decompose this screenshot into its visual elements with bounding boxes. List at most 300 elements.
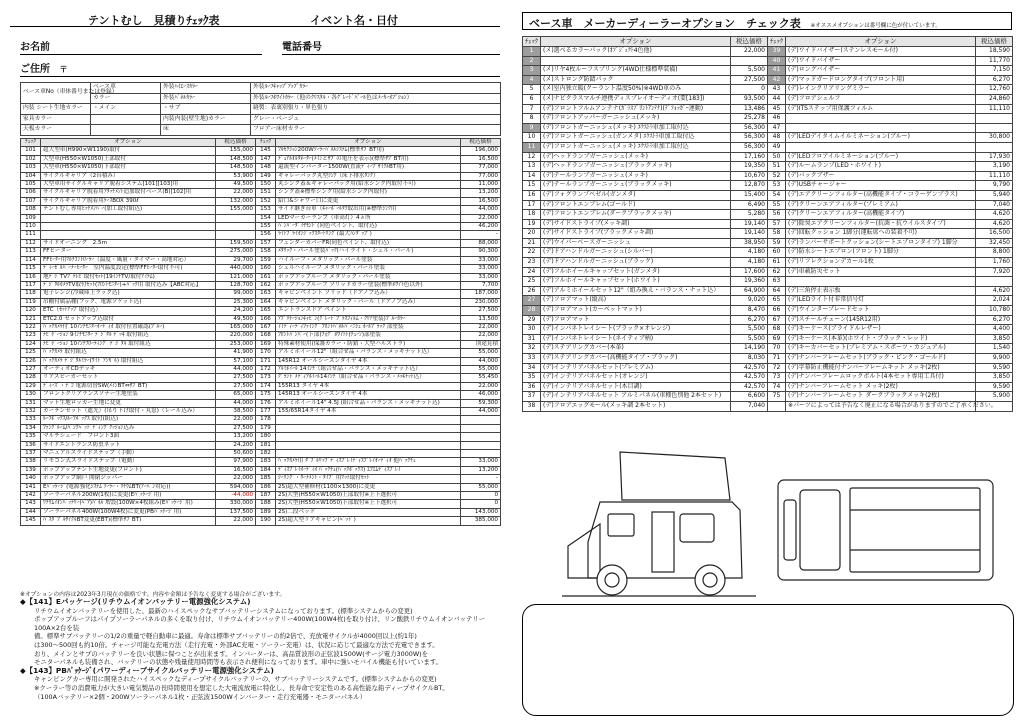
option-name-cell: ポップアップルーフ メタリック・パール塗装 bbox=[276, 273, 461, 281]
check-number-cell[interactable]: 45 bbox=[768, 104, 786, 114]
table-row bbox=[21, 298, 501, 306]
check-number-cell[interactable]: 182 bbox=[256, 450, 276, 458]
check-number-cell[interactable]: 116 bbox=[21, 273, 41, 281]
check-number-cell[interactable]: 34 bbox=[523, 363, 541, 373]
table-row bbox=[21, 281, 501, 289]
check-number-cell[interactable]: 165 bbox=[256, 307, 276, 315]
check-number-cell[interactable]: 171 bbox=[256, 357, 276, 365]
table-row bbox=[21, 223, 501, 231]
check-number-cell[interactable]: 108 bbox=[21, 206, 41, 214]
package-notes bbox=[20, 598, 500, 701]
price-cell: 5,940 bbox=[976, 190, 1013, 200]
check-number-cell[interactable]: 152 bbox=[256, 197, 276, 205]
check-number-cell[interactable]: 114 bbox=[21, 256, 41, 264]
check-number-cell[interactable]: 188 bbox=[256, 500, 276, 508]
check-number-cell[interactable]: 68 bbox=[768, 325, 786, 335]
check-number-cell[interactable]: 39 bbox=[768, 47, 786, 57]
check-number-cell[interactable]: 43 bbox=[768, 85, 786, 95]
check-number-cell[interactable]: 52 bbox=[768, 171, 786, 181]
option-name-cell: (デ)ワイドバイザー bbox=[786, 56, 976, 66]
check-number-cell[interactable]: 22 bbox=[523, 248, 541, 258]
check-number-cell[interactable]: 110 bbox=[21, 223, 41, 231]
check-number-cell[interactable]: 62 bbox=[768, 267, 786, 277]
price-cell: 4,620 bbox=[976, 219, 1013, 229]
option-name-cell: ﾒﾀﾘｯｸ・パール塗装ﾊﾞｯｸ(ハイライト・シェル・パール) bbox=[276, 248, 461, 256]
check-number-cell[interactable]: 4 bbox=[523, 75, 541, 85]
option-name-cell: 2S)超大型補修材(1100×1300)に変更 bbox=[276, 483, 461, 491]
check-number-cell[interactable]: 122 bbox=[21, 323, 41, 331]
table-row bbox=[21, 500, 501, 508]
check-number-cell[interactable]: 15 bbox=[523, 181, 541, 191]
price-cell: 148,500 bbox=[216, 155, 256, 163]
price-cell: 4,180 bbox=[731, 248, 768, 258]
name-field[interactable] bbox=[20, 38, 262, 55]
check-number-cell[interactable]: 156 bbox=[256, 231, 276, 239]
price-cell: 19,140 bbox=[731, 229, 768, 239]
check-number-cell[interactable]: 70 bbox=[768, 344, 786, 354]
price-cell: 8,030 bbox=[731, 354, 768, 364]
check-number-cell[interactable]: 145 bbox=[21, 517, 41, 525]
check-number-cell[interactable]: 12 bbox=[523, 152, 541, 162]
interior2-val-cell[interactable]: 縫製：表裏別張り・単色張り bbox=[251, 104, 501, 115]
exterior-top-cell[interactable]: 外装ﾙｰﾌｷｬｯﾌﾟｱｯﾌﾟｶﾗｰ bbox=[251, 83, 501, 94]
option-name-cell: ﾃﾞｨｰｽﾞ・ﾃﾞｺ 電源切替SW(ﾒｲﾝBT⇔ｻﾌﾞBT) bbox=[41, 382, 216, 390]
check-number-cell[interactable]: 31 bbox=[523, 334, 541, 344]
check-number-cell[interactable]: 67 bbox=[768, 315, 786, 325]
price-cell: 33,000 bbox=[461, 273, 501, 281]
check-number-cell[interactable]: 59 bbox=[768, 238, 786, 248]
main-color-cell[interactable]: ・メイン bbox=[91, 104, 161, 115]
check-number-cell[interactable]: 11 bbox=[523, 142, 541, 152]
check-number-cell[interactable]: 125 bbox=[21, 349, 41, 357]
check-number-cell[interactable]: 55 bbox=[768, 200, 786, 210]
check-number-cell[interactable]: 180 bbox=[256, 433, 276, 441]
option-name-cell: ﾊﾞｯｸｶﾒﾗ 取付組込 bbox=[41, 349, 216, 357]
option-name-cell: (デ)クリーンエアフィルター(プレミアム) bbox=[786, 200, 976, 210]
check-number-cell[interactable]: 127 bbox=[21, 365, 41, 373]
check-number-cell[interactable]: 37 bbox=[523, 392, 541, 402]
check-number-cell[interactable]: 185 bbox=[256, 475, 276, 483]
check-number-cell[interactable]: 136 bbox=[21, 441, 41, 449]
check-number-cell[interactable]: 144 bbox=[21, 508, 41, 516]
check-number-cell[interactable]: 128 bbox=[21, 374, 41, 382]
option-name-cell bbox=[276, 441, 461, 449]
check-number-cell[interactable]: 149 bbox=[256, 172, 276, 180]
column-header: ﾁｪｯｸ bbox=[523, 37, 541, 47]
check-number-cell[interactable]: 38 bbox=[523, 401, 541, 411]
check-number-cell[interactable]: 58 bbox=[768, 229, 786, 239]
option-name-cell: (メ)リヤ4枚ルーフスプリング(4WD仕様標準装備) bbox=[541, 66, 731, 76]
price-cell: 65,000 bbox=[216, 391, 256, 399]
exterior-side-cell[interactable]: 外装ﾊﾞﾈﾙｶﾗｰ bbox=[161, 93, 251, 104]
option-name-cell: (デ)ウインタープレードセット bbox=[786, 306, 976, 316]
option-name-cell: (デ)フロアマット bbox=[541, 315, 731, 325]
option-name-cell: サイドエントランス防虫ネット bbox=[41, 441, 216, 449]
table-row bbox=[21, 256, 501, 264]
price-cell: 27,500 bbox=[461, 307, 501, 315]
table-row bbox=[523, 56, 1013, 66]
check-number-cell[interactable]: 126 bbox=[21, 357, 41, 365]
camper-top-view-drawing bbox=[770, 470, 1000, 590]
check-number-cell[interactable]: 131 bbox=[21, 399, 41, 407]
address-field[interactable] bbox=[20, 60, 500, 77]
check-number-cell[interactable]: 155 bbox=[256, 223, 276, 231]
check-number-cell[interactable]: 176 bbox=[256, 399, 276, 407]
check-number-cell[interactable]: 147 bbox=[256, 155, 276, 163]
check-number-cell[interactable]: 172 bbox=[256, 365, 276, 373]
check-number-cell[interactable]: 167 bbox=[256, 323, 276, 331]
price-cell: 93,500 bbox=[731, 94, 768, 104]
check-number-cell[interactable]: 145 bbox=[256, 147, 276, 155]
price-cell bbox=[976, 123, 1013, 133]
check-number-cell[interactable]: 111 bbox=[21, 231, 41, 239]
check-number-cell[interactable]: 134 bbox=[21, 424, 41, 432]
check-number-cell[interactable]: 189 bbox=[256, 508, 276, 516]
table-row bbox=[21, 332, 501, 340]
check-number-cell[interactable]: 106 bbox=[21, 189, 41, 197]
price-cell: 29,700 bbox=[216, 256, 256, 264]
table-row bbox=[21, 416, 501, 424]
check-number-cell[interactable]: 151 bbox=[256, 189, 276, 197]
check-number-cell[interactable]: 143 bbox=[21, 500, 41, 508]
option-name-cell: (デ)スチールチェーン(145R12用) bbox=[786, 315, 976, 325]
check-number-cell[interactable]: 72 bbox=[768, 363, 786, 373]
check-number-cell[interactable]: 174 bbox=[256, 382, 276, 390]
option-name-cell: 155/65R14タイヤ 4本 bbox=[276, 408, 461, 416]
check-number-cell[interactable]: 41 bbox=[768, 66, 786, 76]
check-number-cell[interactable]: 51 bbox=[768, 162, 786, 172]
option-name-cell: ｼｰﾘﾝｸﾞ・ﾀｰﾅﾒﾝﾄ・ﾀｲﾌﾟ 用ﾏｯﾄ取付ｾｯﾄ bbox=[276, 475, 461, 483]
check-number-cell[interactable]: 154 bbox=[256, 214, 276, 222]
right-title-note: ※オススメオプションは番号欄に色が付いています。 bbox=[810, 23, 941, 29]
check-number-cell[interactable]: 133 bbox=[21, 416, 41, 424]
table-row bbox=[21, 197, 501, 205]
price-cell bbox=[976, 114, 1013, 124]
check-number-cell[interactable]: 47 bbox=[768, 123, 786, 133]
check-number-cell[interactable]: 65 bbox=[768, 296, 786, 306]
check-number-cell[interactable]: 140 bbox=[21, 475, 41, 483]
check-number-cell[interactable]: 183 bbox=[256, 458, 276, 466]
name-label: お名前 bbox=[20, 42, 50, 53]
price-cell: 7,040 bbox=[731, 401, 768, 411]
check-number-cell[interactable]: 141 bbox=[21, 483, 41, 491]
check-number-cell[interactable]: 142 bbox=[21, 492, 41, 500]
check-number-cell[interactable]: 120 bbox=[21, 307, 41, 315]
check-number-cell[interactable]: 103 bbox=[21, 164, 41, 172]
table-row bbox=[523, 85, 1013, 95]
check-number-cell[interactable]: 162 bbox=[256, 281, 276, 289]
left-footnote: ※オプションの内容は2023年3月現在の価格です。内容や金額は予告なく変更する場合がございます。 bbox=[20, 592, 286, 598]
check-number-cell[interactable]: 184 bbox=[256, 466, 276, 474]
check-number-cell[interactable]: 75 bbox=[768, 392, 786, 402]
option-name-cell: (デ)フォグランプベゼル(ガンメタ) bbox=[541, 190, 731, 200]
price-cell: 16,500 bbox=[461, 197, 501, 205]
table-row bbox=[21, 172, 501, 180]
check-number-cell[interactable]: 42 bbox=[768, 75, 786, 85]
check-number-cell[interactable]: 132 bbox=[21, 408, 41, 416]
table-row bbox=[21, 382, 501, 390]
option-name-cell: (デ)インテリアパネルセット(木目調) bbox=[541, 382, 731, 392]
price-cell: 16,500 bbox=[216, 466, 256, 474]
check-number-cell[interactable]: 129 bbox=[21, 382, 41, 390]
price-cell: 148,500 bbox=[216, 164, 256, 172]
check-number-cell[interactable]: 104 bbox=[21, 172, 41, 180]
check-number-cell[interactable]: 54 bbox=[768, 190, 786, 200]
price-cell: 7,040 bbox=[976, 200, 1013, 210]
inner-color-label-cell: 内装内装(壁生地)カラー bbox=[161, 114, 251, 125]
option-name-cell: エントランスドア ペイント bbox=[276, 307, 461, 315]
base-car-cell[interactable]: ベース車 bbox=[91, 83, 161, 94]
column-header: ﾁｪｯｸ bbox=[768, 37, 786, 47]
check-number-cell[interactable]: 24 bbox=[523, 267, 541, 277]
furniture-val-cell[interactable] bbox=[91, 114, 161, 125]
check-number-cell[interactable]: 1 bbox=[523, 47, 541, 57]
check-number-cell[interactable]: 56 bbox=[768, 210, 786, 220]
check-number-cell[interactable]: 150 bbox=[256, 181, 276, 189]
option-name-cell: 145R13 オールシーズンタイヤ 4本 bbox=[276, 391, 461, 399]
check-number-cell[interactable]: 130 bbox=[21, 391, 41, 399]
table-row bbox=[523, 334, 1013, 344]
option-name-cell: オーディオCDデッキ bbox=[41, 365, 216, 373]
check-number-cell[interactable]: 164 bbox=[256, 298, 276, 306]
price-cell: 7,700 bbox=[461, 281, 501, 289]
check-number-cell[interactable]: 17 bbox=[523, 200, 541, 210]
table-row bbox=[523, 200, 1013, 210]
check-number-cell[interactable]: 181 bbox=[256, 441, 276, 449]
option-name-cell: (デ)LEDフロアイルミネーション(ブルー) bbox=[786, 152, 976, 162]
check-number-cell[interactable]: 3 bbox=[523, 66, 541, 76]
option-name-cell: マルチシェード フロント3面 bbox=[41, 433, 216, 441]
check-number-cell[interactable]: 186 bbox=[256, 483, 276, 491]
check-number-cell[interactable]: 33 bbox=[523, 354, 541, 364]
check-number-cell[interactable]: 148 bbox=[256, 164, 276, 172]
check-number-cell[interactable]: 35 bbox=[523, 373, 541, 383]
check-number-cell[interactable]: 170 bbox=[256, 349, 276, 357]
check-number-cell[interactable]: 112 bbox=[21, 239, 41, 247]
option-name-cell: (デ)フロントガーニッシュ(メッキ) ｴｸｽﾄﾗ車加工取付込 bbox=[541, 142, 731, 152]
check-number-cell[interactable]: 179 bbox=[256, 424, 276, 432]
check-number-cell[interactable]: 160 bbox=[256, 265, 276, 273]
check-number-cell[interactable]: 159 bbox=[256, 256, 276, 264]
price-cell: 7,920 bbox=[976, 267, 1013, 277]
price-cell: 55,000 bbox=[461, 365, 501, 373]
check-number-cell[interactable]: 178 bbox=[256, 416, 276, 424]
check-number-cell[interactable]: 48 bbox=[768, 133, 786, 143]
check-number-cell[interactable]: 109 bbox=[21, 214, 41, 222]
price-cell: 27,500 bbox=[216, 382, 256, 390]
check-number-cell[interactable]: 61 bbox=[768, 258, 786, 268]
check-number-cell[interactable]: 44 bbox=[768, 94, 786, 104]
option-name-cell: (デ)防水シートエプロン(フロント) 1脚分 bbox=[786, 248, 976, 258]
check-number-cell[interactable]: 158 bbox=[256, 248, 276, 256]
check-number-cell[interactable]: 30 bbox=[523, 325, 541, 335]
check-number-cell[interactable]: 25 bbox=[523, 277, 541, 287]
check-number-cell[interactable]: 40 bbox=[768, 56, 786, 66]
column-header: オプション bbox=[276, 139, 461, 147]
option-name-cell: (デ)レインクリアリングミラー bbox=[786, 85, 976, 95]
check-number-cell[interactable]: 26 bbox=[523, 286, 541, 296]
check-number-cell[interactable]: 161 bbox=[256, 273, 276, 281]
check-number-cell[interactable]: 50 bbox=[768, 152, 786, 162]
check-number-cell[interactable]: 27 bbox=[523, 296, 541, 306]
check-number-cell[interactable]: 57 bbox=[768, 219, 786, 229]
check-number-cell[interactable]: 113 bbox=[21, 248, 41, 256]
check-number-cell[interactable]: 124 bbox=[21, 340, 41, 348]
check-number-cell[interactable]: 60 bbox=[768, 248, 786, 258]
check-number-cell[interactable]: 168 bbox=[256, 332, 276, 340]
price-cell: 1,540 bbox=[976, 344, 1013, 354]
check-number-cell[interactable]: 71 bbox=[768, 354, 786, 364]
check-number-cell[interactable]: 16 bbox=[523, 190, 541, 200]
check-number-cell[interactable]: 139 bbox=[21, 466, 41, 474]
table-row bbox=[21, 290, 501, 298]
check-number-cell[interactable]: 18 bbox=[523, 210, 541, 220]
table-row bbox=[21, 424, 501, 432]
price-cell: 10,780 bbox=[976, 306, 1013, 316]
price-cell: 2,024 bbox=[976, 296, 1013, 306]
check-number-cell[interactable]: 63 bbox=[768, 277, 786, 287]
inner-color-val-cell[interactable]: グレー・ベージュ bbox=[251, 114, 501, 125]
check-number-cell[interactable]: 20 bbox=[523, 229, 541, 239]
exterior-note-cell: 外装ﾙｰﾌﾎﾜｲﾄｶﾗｰ（他のｸﾘｽﾀﾙ・各ｸﾞﾚｰﾄﾞﾊﾟｰﾙ色はﾒｰｶｰｵﾌﾟｼｮﾝ） bbox=[251, 93, 501, 104]
check-number-cell[interactable]: 118 bbox=[21, 290, 41, 298]
option-name-cell: 大型車(H550×W1050)下部取付 bbox=[41, 164, 216, 172]
price-cell: 46,200 bbox=[461, 223, 501, 231]
price-cell: 9,900 bbox=[976, 354, 1013, 364]
price-cell: 1,760 bbox=[976, 258, 1013, 268]
price-cell: 56,300 bbox=[731, 142, 768, 152]
price-cell: 99,000 bbox=[216, 290, 256, 298]
check-number-cell[interactable]: 69 bbox=[768, 334, 786, 344]
check-number-cell[interactable]: 7 bbox=[523, 104, 541, 114]
check-number-cell[interactable]: 6 bbox=[523, 94, 541, 104]
base-car-no-cell[interactable]: ベース車No（車体番号または登録） bbox=[21, 83, 91, 104]
foil-label-cell: フロアー床材カラー bbox=[251, 125, 501, 136]
check-number-cell[interactable]: 74 bbox=[768, 382, 786, 392]
price-cell: 42,570 bbox=[731, 363, 768, 373]
price-cell: 30,800 bbox=[976, 133, 1013, 143]
check-number-cell[interactable]: 64 bbox=[768, 286, 786, 296]
check-number-cell[interactable]: 190 bbox=[256, 517, 276, 525]
check-number-cell[interactable]: 36 bbox=[523, 382, 541, 392]
check-number-cell[interactable]: 177 bbox=[256, 408, 276, 416]
check-number-cell[interactable]: 32 bbox=[523, 344, 541, 354]
check-number-cell[interactable]: 123 bbox=[21, 332, 41, 340]
option-name-cell: 大型車(H550×W1050)上部取付 bbox=[41, 155, 216, 163]
check-number-cell[interactable]: 10 bbox=[523, 133, 541, 143]
price-cell bbox=[976, 277, 1013, 287]
phone-field[interactable] bbox=[282, 38, 500, 55]
check-number-cell[interactable]: 21 bbox=[523, 238, 541, 248]
check-number-cell[interactable]: 46 bbox=[768, 114, 786, 124]
check-number-cell[interactable]: 66 bbox=[768, 306, 786, 316]
check-number-cell[interactable]: 73 bbox=[768, 373, 786, 383]
check-number-cell[interactable]: 117 bbox=[21, 281, 41, 289]
check-number-cell[interactable]: 107 bbox=[21, 197, 41, 205]
table-row bbox=[523, 363, 1013, 373]
memo-box[interactable] bbox=[522, 604, 1014, 716]
check-number-cell[interactable]: 157 bbox=[256, 239, 276, 247]
price-cell: 18,590 bbox=[976, 47, 1013, 57]
check-number-cell[interactable]: 102 bbox=[21, 155, 41, 163]
check-number-cell[interactable]: 115 bbox=[21, 265, 41, 273]
check-number-cell[interactable]: 138 bbox=[21, 458, 41, 466]
check-number-cell[interactable]: 175 bbox=[256, 391, 276, 399]
table-row bbox=[21, 357, 501, 365]
check-number-cell[interactable]: 169 bbox=[256, 340, 276, 348]
price-cell: 187,000 bbox=[461, 290, 501, 298]
price-cell: 22,000 bbox=[216, 517, 256, 525]
price-cell: 220,000 bbox=[216, 332, 256, 340]
table-row bbox=[21, 391, 501, 399]
table-row bbox=[21, 273, 501, 281]
price-cell: 13,500 bbox=[461, 315, 501, 323]
package-note-line: は300～500回も約10倍。チャージ可能な充電方法（走行充電・外部AC充電・ソーラー充電）は、状況に応じて最適な方法で充電できます。 bbox=[34, 640, 439, 649]
option-name-cell bbox=[786, 142, 976, 152]
price-cell: 19,350 bbox=[731, 162, 768, 172]
price-cell: 44,000 bbox=[461, 357, 501, 365]
option-name-cell: Eﾊﾟｯｹｰｼﾞ(電源強化ｼｽﾃﾑ ｿｰﾗｰ・ﾘﾁｳﾑBT(ｱｰﾊﾞﾝ対応)) bbox=[41, 483, 216, 491]
floor-label-cell: 床 bbox=[161, 125, 251, 136]
check-number-cell[interactable]: 137 bbox=[21, 450, 41, 458]
check-number-cell[interactable]: 5 bbox=[523, 85, 541, 95]
option-name-cell: 地ﾃﾞｼﾞTVﾌﾞﾃﾚﾋﾞ取付ｾｯﾄ(19ｲﾝﾁTV/取付ｱｲﾃﾑ) bbox=[41, 273, 216, 281]
option-name-cell: (デ)テールランプガーニッシュ(ブラックメッキ) bbox=[541, 181, 731, 191]
price-cell: 44,000 bbox=[461, 206, 501, 214]
check-number-cell[interactable]: 166 bbox=[256, 315, 276, 323]
check-number-cell[interactable]: 49 bbox=[768, 142, 786, 152]
check-number-cell[interactable]: 29 bbox=[523, 315, 541, 325]
check-number-cell[interactable]: 19 bbox=[523, 219, 541, 229]
check-number-cell[interactable]: 28 bbox=[523, 306, 541, 316]
sub-color-cell[interactable]: ・サブ bbox=[161, 104, 251, 115]
camper-side-view-drawing bbox=[560, 450, 760, 615]
check-number-cell[interactable]: 163 bbox=[256, 290, 276, 298]
ceiling-val-cell[interactable] bbox=[91, 125, 161, 136]
check-number-cell[interactable]: 187 bbox=[256, 492, 276, 500]
color-cell[interactable]: カラー bbox=[91, 93, 161, 104]
check-number-cell[interactable]: 53 bbox=[768, 181, 786, 191]
option-name-cell: リアスピーカーセット bbox=[41, 374, 216, 382]
option-name-cell: ｱﾙﾐﾎｲｰﾙ 14ｲﾝﾁ（組合せ品・バランス・メッキナット込） bbox=[276, 365, 461, 373]
check-number-cell[interactable]: 14 bbox=[523, 171, 541, 181]
check-number-cell[interactable]: 135 bbox=[21, 433, 41, 441]
option-name-cell: ﾃﾞｨｰｾﾞﾙﾊﾞｰﾅｰﾋｰﾀｰ 室内温度設定(標準FFﾋｰﾀｰ取付不可) bbox=[41, 265, 216, 273]
option-name-cell: (デ)サイドストライプ(ブラックメッキ調) bbox=[541, 229, 731, 239]
check-number-cell[interactable] bbox=[768, 401, 786, 411]
option-name-cell: (デ)ITSステップ用保護フィルム bbox=[786, 104, 976, 114]
check-number-cell[interactable]: 13 bbox=[523, 162, 541, 172]
table-row bbox=[21, 248, 501, 256]
option-name-cell: 2S)二段ベッド bbox=[276, 508, 461, 516]
check-number-cell[interactable]: 119 bbox=[21, 298, 41, 306]
check-number-cell[interactable]: 153 bbox=[256, 206, 276, 214]
option-name-cell: (デ)ナンバーフレームセット メッキ(2枚) bbox=[786, 382, 976, 392]
price-cell: 49,500 bbox=[216, 315, 256, 323]
check-number-cell[interactable]: 23 bbox=[523, 258, 541, 268]
exterior-high-cell[interactable]: 外装ﾊｲｴｰｽｶﾗｰ bbox=[161, 83, 251, 94]
check-number-cell[interactable]: 173 bbox=[256, 374, 276, 382]
check-number-cell[interactable]: 101 bbox=[21, 147, 41, 155]
price-cell: 11,770 bbox=[976, 56, 1013, 66]
check-number-cell[interactable]: 121 bbox=[21, 315, 41, 323]
check-number-cell[interactable]: 105 bbox=[21, 181, 41, 189]
option-name-cell: (デ)フルホイールキャップセット(ホワイト) bbox=[541, 277, 731, 287]
check-number-cell[interactable]: 9 bbox=[523, 123, 541, 133]
column-header: ﾁｪｯｸ bbox=[21, 139, 41, 147]
check-number-cell[interactable]: 8 bbox=[523, 114, 541, 124]
check-number-cell[interactable]: 2 bbox=[523, 56, 541, 66]
